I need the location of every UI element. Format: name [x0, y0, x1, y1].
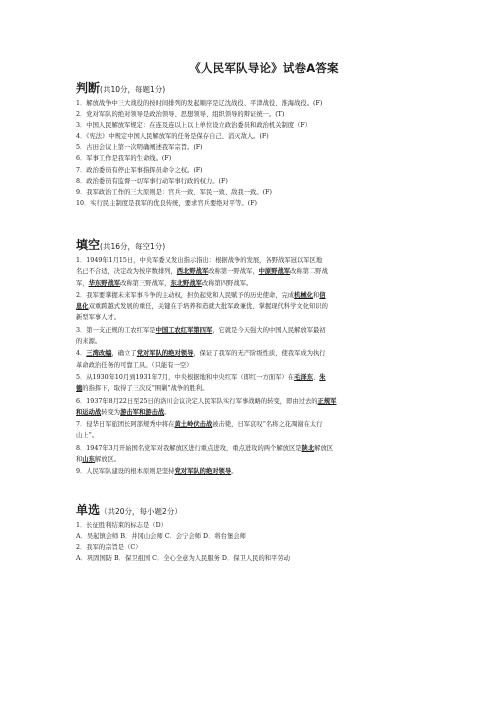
question-text: ，确立了: [111, 350, 137, 358]
question-text: 的指挥下，取得了三次反“围剿”战争的胜利。: [82, 385, 209, 393]
question-text: 解放区。: [94, 455, 121, 463]
text-line: [76, 466, 456, 477]
answer-blank: 德: [76, 385, 83, 393]
question-text: 解放区: [314, 444, 334, 452]
answer-blank: 三湾改编: [86, 350, 112, 358]
text-line: [76, 266, 456, 277]
question-text: 转变为: [101, 408, 121, 416]
question-text: 改称第一野战军，: [208, 268, 259, 276]
question-text: 的来源。: [76, 338, 102, 346]
judge-item: 8．政治委员有监督一切军事行动军事行政的权力。(F): [76, 177, 228, 185]
judge-item: 7．政治委员有停止军事指挥员命令之权。(F): [76, 166, 203, 174]
text-line: [76, 348, 456, 359]
text-line: [76, 325, 456, 336]
fill-heading: 填空: [76, 237, 101, 252]
answer-blank: 山东: [82, 455, 95, 463]
judge-item: 4．《宪法》中规定中国人民解放军的任务是保存自己、消灭敌人。(F): [76, 133, 269, 141]
text-line: [76, 407, 456, 418]
question-text: 4．: [76, 350, 87, 358]
question-text: 改称第三野战军，: [120, 279, 171, 287]
choice-options: A．巩固国防 B．保卫祖国 C．全心全意为人民服务 D．保卫人民的和平劳动: [76, 554, 290, 562]
fill-question-2: [76, 290, 456, 324]
answer-blank: 黄土岭伏击战: [174, 421, 213, 429]
fill-question-6: [76, 396, 456, 419]
question-text: 山上”。: [76, 432, 99, 440]
answer-blank: 华东野战军: [88, 279, 121, 287]
question-text: 双重跨越式发展的重任，关键在于培养和造就大批军政兼优、掌握现代科学文化知识的: [88, 303, 328, 311]
answer-blank: 机械化: [294, 291, 313, 299]
answer-blank: 党对军队的绝对领导: [136, 350, 194, 358]
answer-blank: 中原野战军: [258, 268, 291, 276]
answer-blank: 陕北: [301, 444, 315, 452]
question-text: 。: [164, 408, 171, 416]
document-title: 《人民军队导论》试卷A答案: [189, 61, 339, 75]
question-text: 7．侵华日军旅团长阿部规秀中将在: [76, 421, 175, 429]
text-line: [76, 396, 456, 407]
fill-question-1: [76, 255, 456, 289]
answer-blank: 和运动战: [76, 408, 102, 416]
question-text: 被击毙，日军哀叹“名将之花凋谢在太行: [212, 421, 323, 429]
answer-blank: 西北野战军: [176, 268, 209, 276]
fill-question-4: [76, 348, 456, 371]
fill-question-8: [76, 443, 456, 466]
choice-note: （共20分，每小题2分）: [100, 506, 182, 516]
text-line: [76, 372, 456, 383]
answer-blank: 朱: [319, 373, 326, 381]
choice-heading: 单选: [76, 502, 101, 517]
judge-note: (共10分，每题1分): [100, 85, 166, 94]
text-line: [76, 419, 456, 430]
question-text: 5．从1930年10月到1931年7月，中央根据地和中央红军（即红一方面军）在: [76, 373, 295, 381]
judge-item: 3．中国人民解放军规定：在连及连以上以上单位设立政治委员和政治机关制度（F）: [76, 122, 312, 130]
fill-question-7: [76, 419, 456, 442]
text-line: [76, 336, 456, 347]
question-text: 1．1949年1月15日，中央军委又发出指示指出：根据战争的发展，各野战军冠以军区地: [76, 256, 323, 264]
judge-item: 9．我军政治工作的三大原则是：官兵一致、军民一致、敌我一致。(F): [76, 188, 272, 196]
fill-note: (共16分，每空1分): [100, 241, 166, 251]
judge-item: 1．解放战争中三大战役的按时间排列的发起顺序是辽沈战役、平津战役、淮海战役。(F): [76, 100, 323, 107]
judge-item: 5．古田会议上第一次明确阐述我军宗旨。(F): [76, 144, 203, 152]
fill-list: [76, 255, 456, 478]
judge-item: 10．实行民主制度是我军的优良传统，要求官兵要绝对平等。(F): [76, 199, 258, 207]
question-text: 8．1947年3月开始国名党军对我解放区进行重点进攻，重点进攻的两个解放区是: [76, 444, 302, 452]
choice-list: [76, 520, 456, 564]
fill-question-5: [76, 372, 456, 395]
text-line: [76, 360, 456, 371]
fill-question-9: [76, 466, 456, 477]
question-text: ，它就是今天强大的中国人民解放军最初: [212, 326, 326, 334]
text-line: [76, 255, 456, 266]
answer-blank: 党对军队的绝对领导: [174, 468, 232, 476]
text-line: [76, 290, 456, 301]
text-line: [76, 301, 456, 312]
judge-heading: 判断: [76, 81, 101, 95]
question-text: 3．第一支正规的工农红军是: [76, 326, 156, 334]
answer-blank: 中国工农红军第四军: [155, 326, 213, 334]
answer-blank: 毛泽东: [294, 373, 313, 381]
judge-item: 2．党对军队的绝对领导是政治领导、思想领导、组织领导的辩证统一。(T): [76, 111, 285, 119]
question-text: ，保证了我军的无产阶级性质，使我军成为执行: [193, 350, 326, 358]
answer-blank: 信: [319, 291, 326, 299]
question-text: 军，: [76, 279, 89, 287]
fill-question-3: [76, 325, 456, 348]
question-text: 革命政治任务的可靠工具。（只能有一空）: [76, 361, 193, 369]
question-text: 6．1937年8月22日至25日的洛川会议决定人民军队实行军事战略的转变，即由过去的: [76, 397, 318, 405]
judge-section-heading: [76, 82, 456, 96]
answer-blank: 东北野战军: [170, 279, 202, 287]
answer-blank: 游击军和游击战: [120, 408, 165, 416]
choice-question: 2．我军的宗旨是（C）: [76, 543, 142, 551]
question-text: 改称第二野战: [290, 268, 328, 276]
text-line: [76, 383, 456, 394]
question-text: 2．我军要掌握未来军事斗争的主动权，担负起党和人民赋予的历史使命，完成: [76, 291, 295, 299]
fill-section-heading: [76, 239, 456, 253]
text-line: [76, 430, 456, 441]
judge-list: [76, 98, 456, 209]
question-text: 、: [312, 373, 320, 381]
question-text: 和: [76, 455, 83, 463]
answer-blank: 正规军: [317, 397, 337, 405]
question-text: 9．人民军队建设的根本原则是坚持: [76, 468, 175, 476]
judge-item: 6．军事工作是我军的生命线。(F): [76, 155, 172, 163]
text-line: [76, 312, 456, 323]
text-line: [76, 454, 456, 465]
question-text: 。: [231, 468, 238, 476]
choice-options: A．吴起镇会师 B．井冈山会师 C．会宁会师 D．将台堡会师: [76, 532, 246, 540]
question-text: 名已不合适，决定改为按序数排列，: [76, 268, 177, 276]
choice-section-heading: [76, 504, 456, 518]
text-line: [76, 278, 456, 289]
text-line: [76, 443, 456, 454]
choice-question: 1．长征胜利结束的标志是（D）: [76, 521, 167, 529]
answer-blank: 息化: [76, 303, 89, 311]
question-text: 和: [313, 291, 320, 299]
question-text: 新型军事人才。: [76, 314, 121, 322]
question-text: 改称第四野战军。: [201, 279, 253, 287]
